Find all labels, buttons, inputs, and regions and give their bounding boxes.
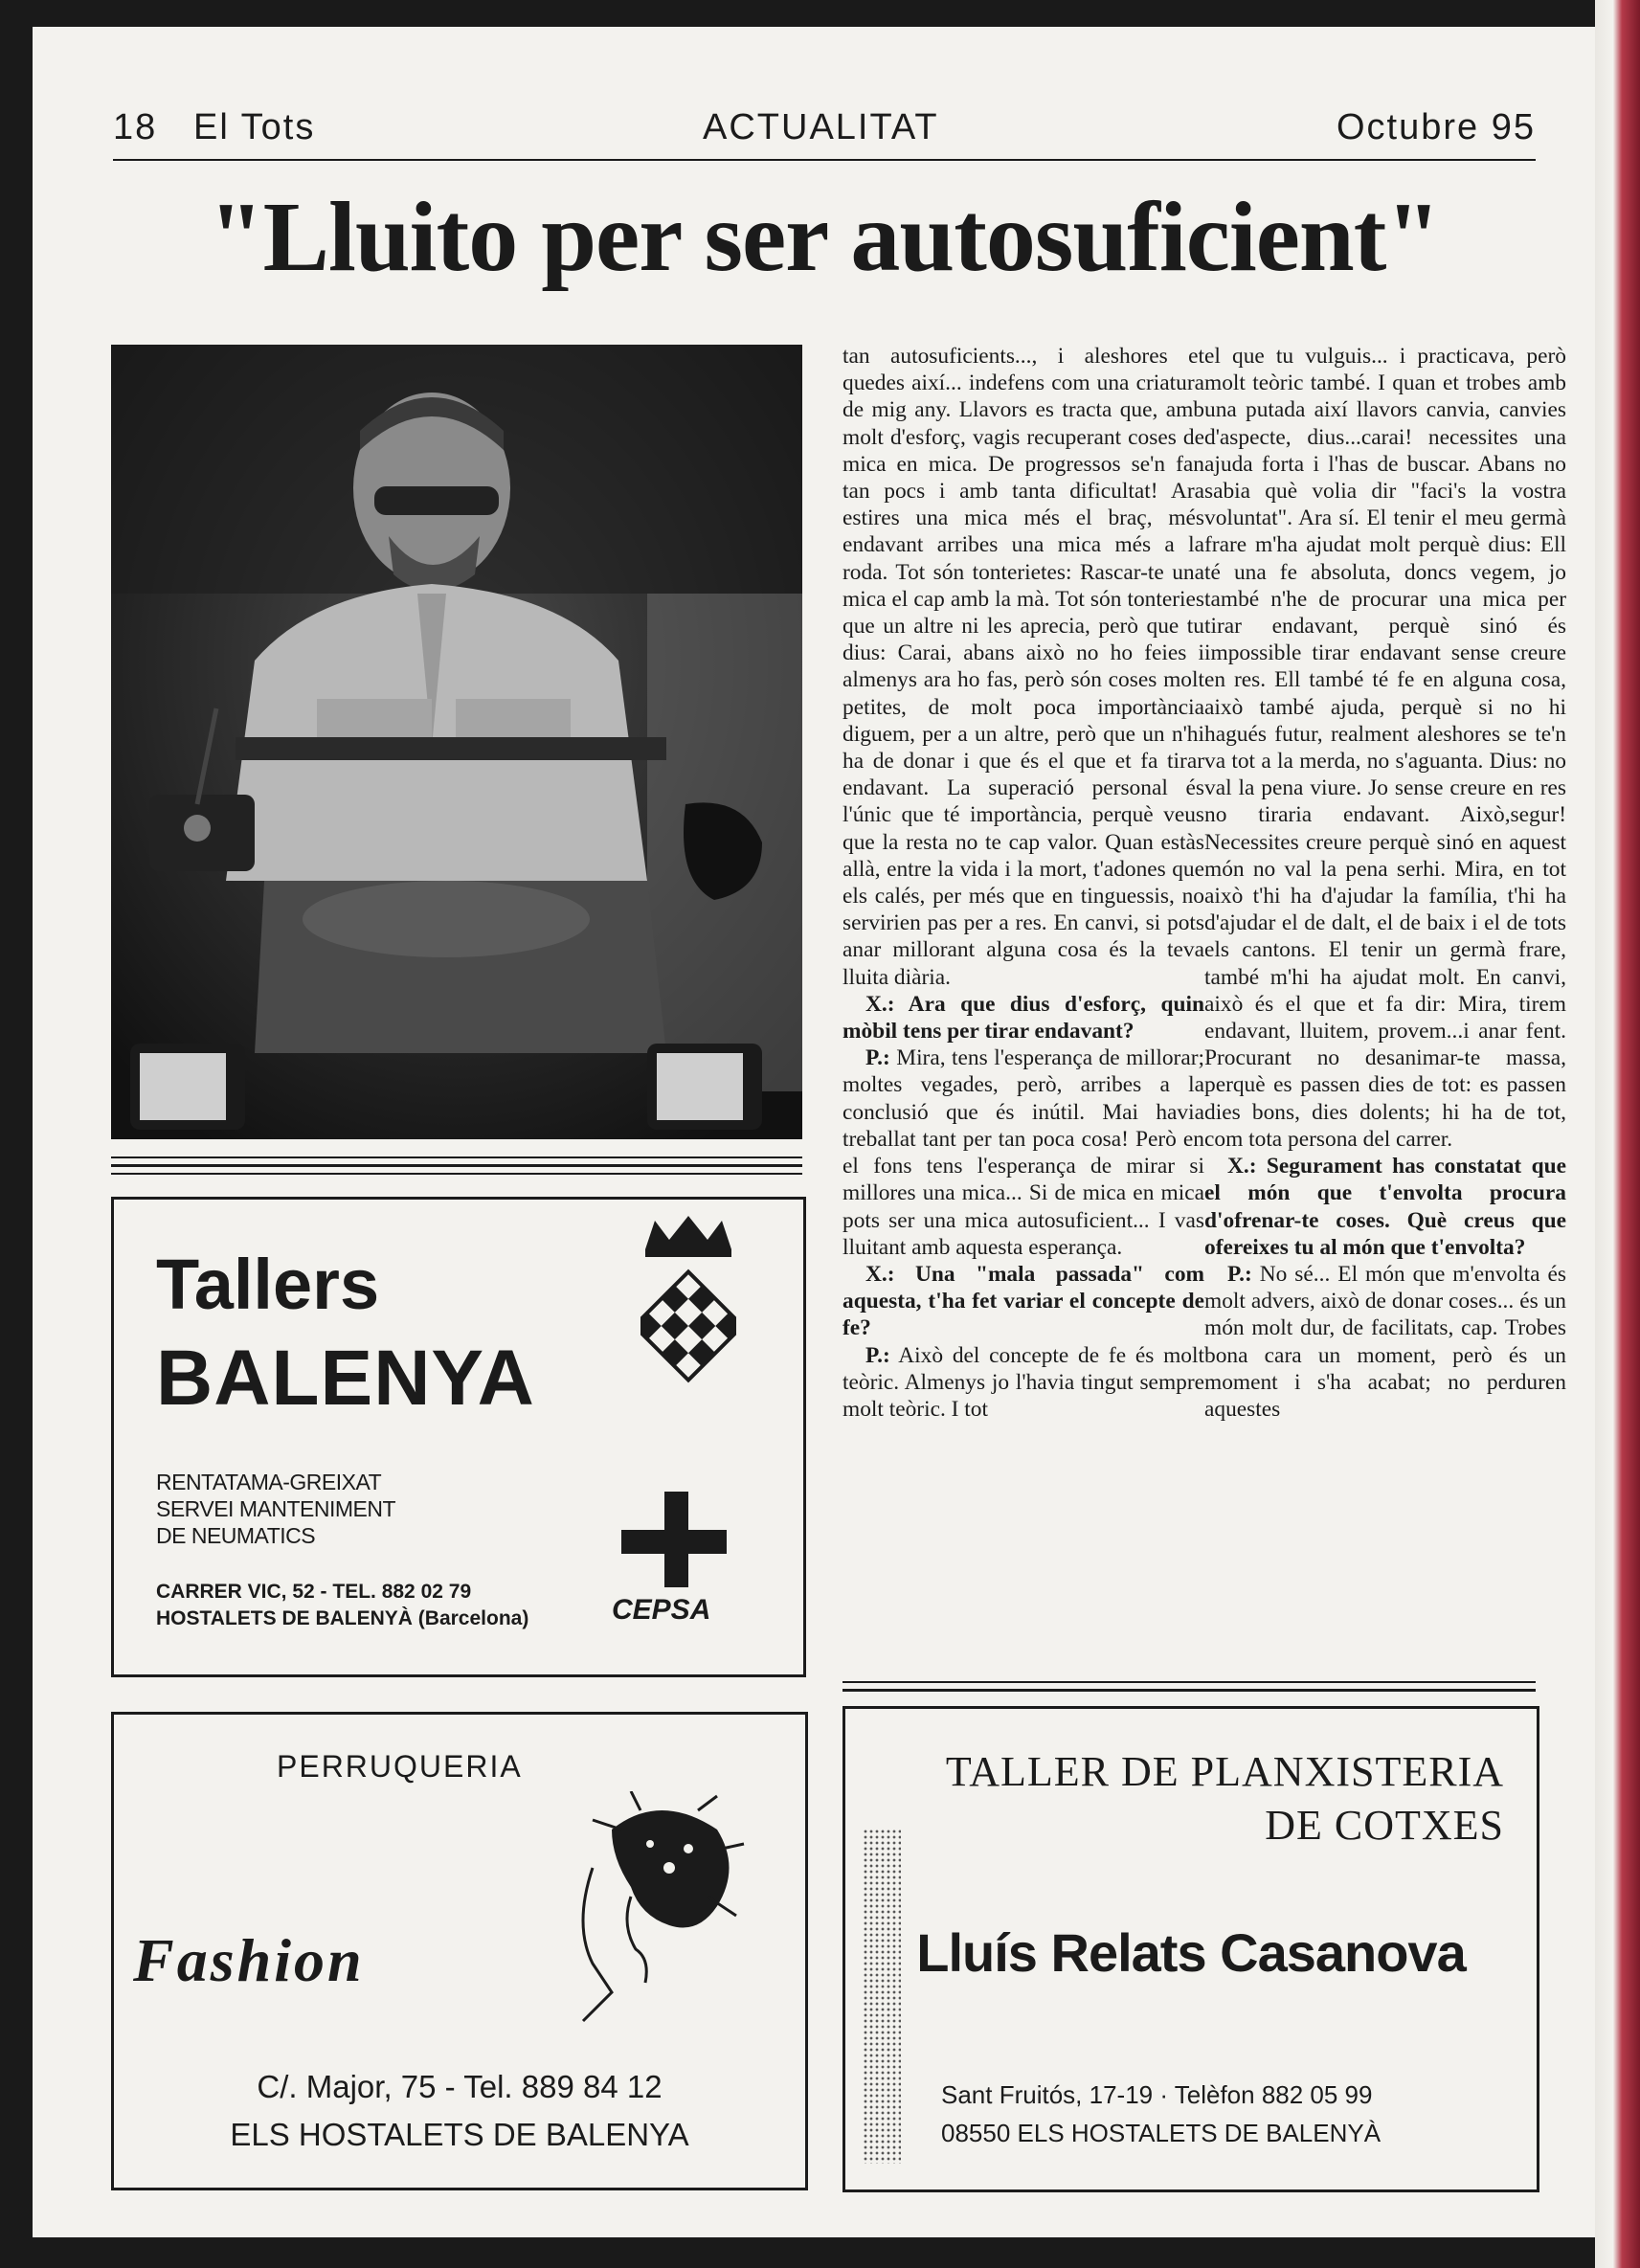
next-page-edge: [1595, 0, 1640, 2268]
interview-answer: [1204, 1261, 1566, 1423]
headline: "Lluito per ser autosuficient": [208, 182, 1441, 292]
section-name: ACTUALITAT: [703, 107, 939, 147]
ad-address: HOSTALETS DE BALENYÀ (Barcelona): [156, 1607, 529, 1629]
speaker-label: P.:: [865, 1342, 890, 1368]
ad-title-tallers: Tallers: [156, 1245, 380, 1324]
ad-business-type: PERRUQUERIA: [277, 1749, 523, 1784]
answer-text: Això del concepte de fe és molt teòric. Almenys jo l'havia tingut sempre molt teòric. I tot: [842, 1342, 1204, 1422]
question-text: Ara que dius d'esforç, quin mòbil tens per tirar endavant?: [842, 991, 1204, 1044]
interview-photo: [111, 345, 802, 1139]
article-paragraph: el que tu vulguis... i practicava, però molt teòric també. I quan et trobes amb una putada així llavors canvia, canvies d'aspecte, dius...carai! necessites una ajuda forta i l'has de buscar. Abans no sabia què volia dir "faci's la vostra voluntat". Ara sí. El tenir el meu germà frare m'ha ajudat molt perquè dius: Ell té una fe absoluta, doncs vegem, jo també n'he de procurar una mica per tirar endavant, perquè sinó és impossible tirar endavant sense creure en res. Ell també té fe en alguna cosa, això també ajuda, perquè si no hi hagués futur, realment aleshores se te'n va tot a la merda, no s'aguanta. Dius: no val la pena viure. Jo sense creure en res no tiraria endavant. Això,segur! Necessites creure perquè sinó en aquest món no val la pena serhi. Mira, en tot això t'hi ha d'ajudar la família, t'hi ha d'ajudar el de dalt, el de baix i el de tots els cantons. El tenir un germà frare, també m'hi ha ajudat molt. En canvi, això és el que et fa dir: Mira, tirem endavant, lluitem, provem...i anar fent. Procurant no desanimar-te massa, perquè es passen dies de tot: es passen dies bons, dies dolents; hi ha de tot, com tota persona del carrer.: [1204, 344, 1566, 1152]
article-column-1: [842, 343, 1204, 1664]
photo-divider-rule-2: [111, 1164, 802, 1167]
article-paragraph: tan autosuficients..., i aleshores et quedes així... indefens com una criatura de mig any. Llavors es tracta que, amb molt d'esforç, vagis recuperant coses de mica en mica. De progressos se'n fan tan pocs i amb tanta dificultat! Ara estires una mica més el braç, més endavant arribes una mica més a la roda. Tot són tonterietes: Rascar-te una mica el cap amb la mà. Tot són tonteries que un altre ni les aprecia, però que tu dius: Carai, abans això no ho feies i almenys ara ho fas, però són coses molt petites, de molt poca importància diguem, per a un altre, però que un n'hi ha de donar i que és el que et fa tirar endavant. La superació personal és l'únic que té importància, perquè veus que la resta no te cap valor. Quan estàs allà, entre la vida i la mort, t'adones que els calés, per més que en tinguessis, no servirien pas per a res. En canvi, si pots anar millorant alguna cosa és la teva lluita diària.: [842, 344, 1204, 990]
cepsa-logo-icon: [612, 1487, 736, 1592]
ad-business-type-line2: DE COTXES: [1265, 1802, 1504, 1849]
publication-name: El Tots: [192, 107, 316, 147]
interview-question: [842, 991, 1204, 1044]
page-number: 18: [113, 107, 158, 147]
column-divider-rule-1: [842, 1681, 1536, 1683]
answer-text: No sé... El món que m'envolta és molt advers, això de donar coses... és un món molt dur, de facilitats, cap. Trobes bona cara un moment, però és un moment i s'ha acabat; no perduren aquestes: [1204, 1261, 1566, 1422]
issue-date: Octubre 95: [1337, 107, 1536, 147]
speaker-label: P.:: [865, 1045, 890, 1071]
interview-answer: [842, 1342, 1204, 1424]
interview-answer: [842, 1044, 1204, 1261]
article-column-2: [1204, 343, 1566, 1664]
ad-town: ELS HOSTALETS DE BALENYA: [230, 2117, 689, 2152]
cepsa-logo-text: CEPSA: [612, 1594, 711, 1626]
ad-business-type-line1: TALLER DE PLANXISTERIA: [945, 1748, 1504, 1795]
answer-text: Mira, tens l'esperança de millorar; moltes vegades, però, arribes a la conclusió que és inútil. Mai havia treballat tant per tan poca cosa! Però en el fons tens l'esperança de mirar si millores una mica... Si de mica en mica pots ser una mica autosuficient... I vas lluitant amb aquesta esperança.: [842, 1045, 1204, 1260]
ad-service-line: SERVEI MANTENIMENT: [156, 1496, 395, 1521]
ad-tallers-balenya: [111, 1197, 806, 1677]
speaker-label: X.:: [1227, 1154, 1257, 1179]
ad-taller-planxisteria: [842, 1706, 1539, 2192]
photo-divider-rule-3: [111, 1173, 802, 1175]
ad-business-name: Fashion: [133, 1926, 365, 1994]
interview-question: [842, 1261, 1204, 1342]
crown-shield-logo: [640, 1211, 736, 1383]
photo-divider-rule-1: [111, 1156, 802, 1158]
interview-question: [1204, 1153, 1566, 1261]
page-header: [113, 107, 1536, 155]
ad-service-line: DE NEUMATICS: [156, 1523, 316, 1548]
ad-address: CARRER VIC, 52 - TEL. 882 02 79: [156, 1581, 472, 1603]
ad-title-balenya: BALENYA: [156, 1335, 535, 1422]
speaker-label: X.:: [865, 1261, 895, 1287]
woman-profile-illustration: [554, 1791, 746, 2031]
speaker-label: P.:: [1227, 1261, 1252, 1287]
ad-perruqueria-fashion: [111, 1712, 808, 2190]
header-rule: [113, 159, 1536, 161]
ad-address: Sant Fruitós, 17-19 · Telèfon 882 05 99: [941, 2080, 1373, 2109]
ad-address: C/. Major, 75 - Tel. 889 84 12: [257, 2069, 663, 2104]
speaker-label: X.:: [865, 991, 895, 1017]
column-divider-rule-2: [842, 1689, 1536, 1692]
question-text: Segurament has constatat que el món que t'envolta procura d'ofrenar-te coses. Què creus que ofereixes tu al món que t'envolta?: [1204, 1154, 1566, 1260]
page-number-publication: [113, 107, 315, 148]
man-in-wheelchair-photo: [111, 345, 802, 1139]
halftone-dot-pattern: [863, 1829, 901, 2164]
ad-business-name: Lluís Relats Casanova: [916, 1922, 1466, 1983]
ad-service-line: RENTATAMA-GREIXAT: [156, 1470, 382, 1494]
ad-town: 08550 ELS HOSTALETS DE BALENYÀ: [941, 2119, 1382, 2147]
question-text: Una "mala passada" com aquesta, t'ha fet variar el concepte de fe?: [842, 1261, 1204, 1341]
